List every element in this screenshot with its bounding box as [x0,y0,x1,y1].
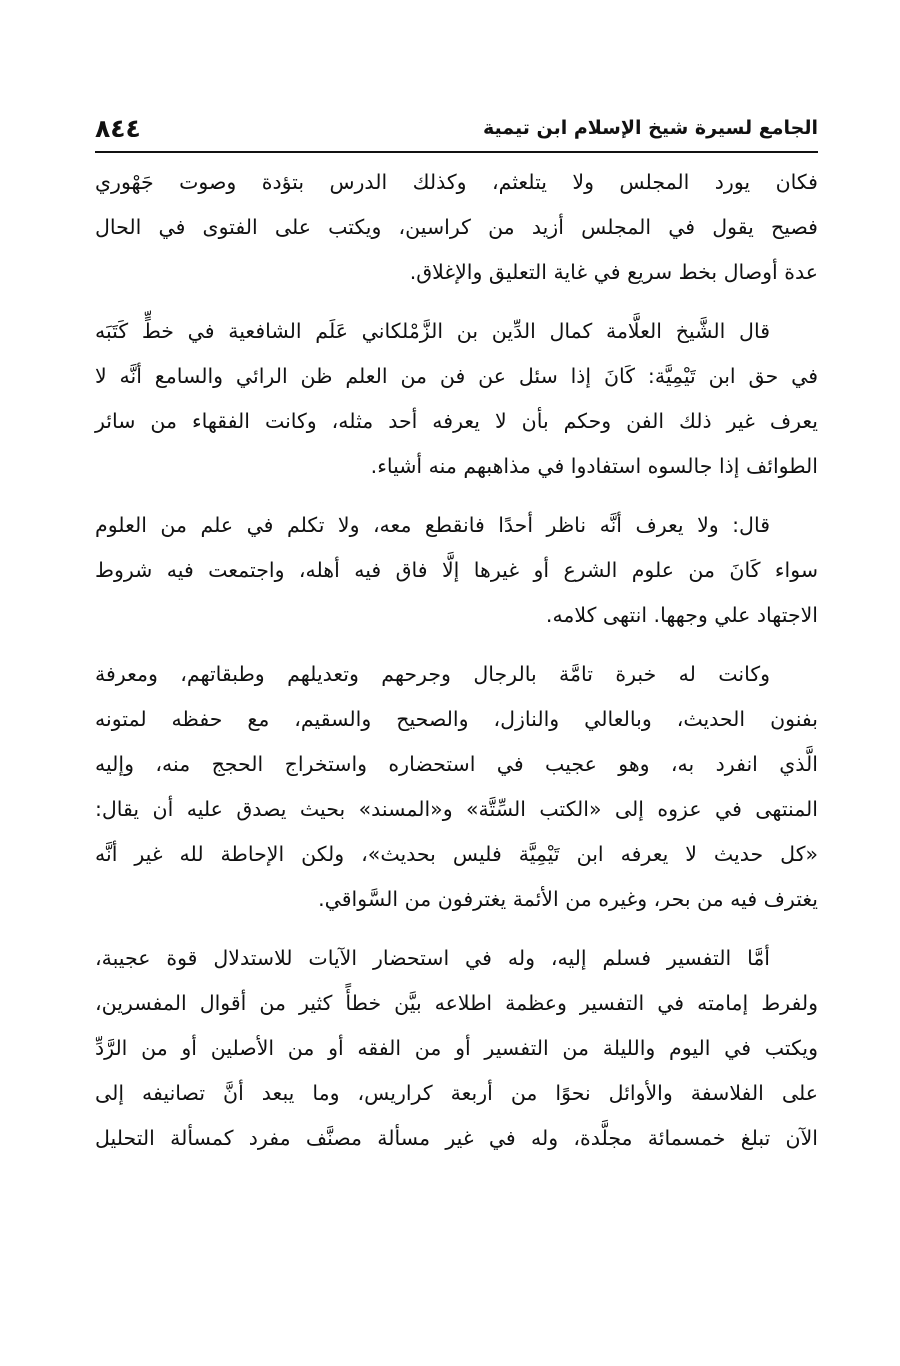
text-line: في حق ابن تَيْمِيَّة: كَانَ إذا سئل عن فن من العلم ظن الرائي والسامع أنَّه لا [95,364,818,388]
text-line: وكانت له خبرة تامَّة بالرجال وجرحهم وتعديلهم وطبقاتهم، ومعرفة [95,662,770,686]
text-line: الطوائف إذا جالسوه استفادوا في مذاهبهم منه أشياء. [370,454,818,478]
paragraph-4 [95,652,818,922]
text-line: الَّذي انفرد به، وهو عجيب في استحضاره واستخراج الحجج منه، وإليه [95,752,818,776]
text-line: على الفلاسفة والأوائل نحوًا من أربعة كراريس، وما يبعد أنَّ تصانيفه إلى [95,1081,818,1105]
text-line: ولفرط إمامته في التفسير وعظمة اطلاعه بيَّن خطأً كثير من أقوال المفسرين، [95,991,818,1015]
text-line: عدة أوصال بخط سريع في غاية التعليق والإغلاق. [409,260,818,284]
text-line: قال: ولا يعرف أنَّه ناظر أحدًا فانقطع معه، ولا تكلم في علم من العلوم [95,513,770,537]
text-line: «كل حديث لا يعرفه ابن تَيْمِيَّة فليس بحديث»، ولكن الإحاطة لله غير أنَّه [95,842,818,866]
text-line: فصيح يقول في المجلس أزيد من كراسين، ويكتب على الفتوى في الحال [95,215,818,239]
text-line: المنتهى في عزوه إلى «الكتب السِّتَّة» و«المسند» بحيث يصدق عليه أن يقال: [95,797,818,821]
paragraph-2 [95,309,818,489]
book-title: الجامع لسيرة شيخ الإسلام ابن تيمية [482,117,818,139]
page-body [95,160,818,1175]
text-line: يعرف غير ذلك الفن وحكم بأن لا يعرفه أحد مثله، وكانت الفقهاء من سائر [95,409,818,433]
text-line: فكان يورد المجلس ولا يتلعثم، وكذلك الدرس بتؤدة وصوت جَهْوري [95,170,818,194]
header-divider [95,151,818,153]
page-number: ٨٤٤ [95,113,141,143]
text-line: بفنون الحديث، وبالعالي والنازل، والصحيح والسقيم، مع حفظه لمتونه [95,707,818,731]
text-line: سواء كَانَ من علوم الشرع أو غيرها إلَّا فاق فيه أهله، واجتمعت فيه شروط [95,558,818,582]
running-header [95,112,818,144]
text-line: الآن تبلغ خمسمائة مجلَّدة، وله في غير مسألة مصنَّف مفرد كمسألة التحليل [95,1126,818,1150]
text-line: ويكتب في اليوم والليلة من التفسير أو من الفقه أو من الأصلين أو من الرَّدِّ [95,1036,818,1060]
paragraph-1 [95,160,818,295]
text-line: قال الشَّيخ العلَّامة كمال الدِّين بن الزَّمْلكاني عَلَم الشافعية في خطٍّ كَتَبَه [95,319,770,343]
paragraph-3 [95,503,818,638]
text-line: الاجتهاد علي وجهها. انتهى كلامه. [545,603,818,627]
paragraph-5 [95,936,818,1161]
text-line: أمَّا التفسير فسلم إليه، وله في استحضار الآيات للاستدلال قوة عجيبة، [95,946,770,970]
text-line: يغترف فيه من بحر، وغيره من الأئمة يغترفون من السَّواقي. [318,887,818,911]
